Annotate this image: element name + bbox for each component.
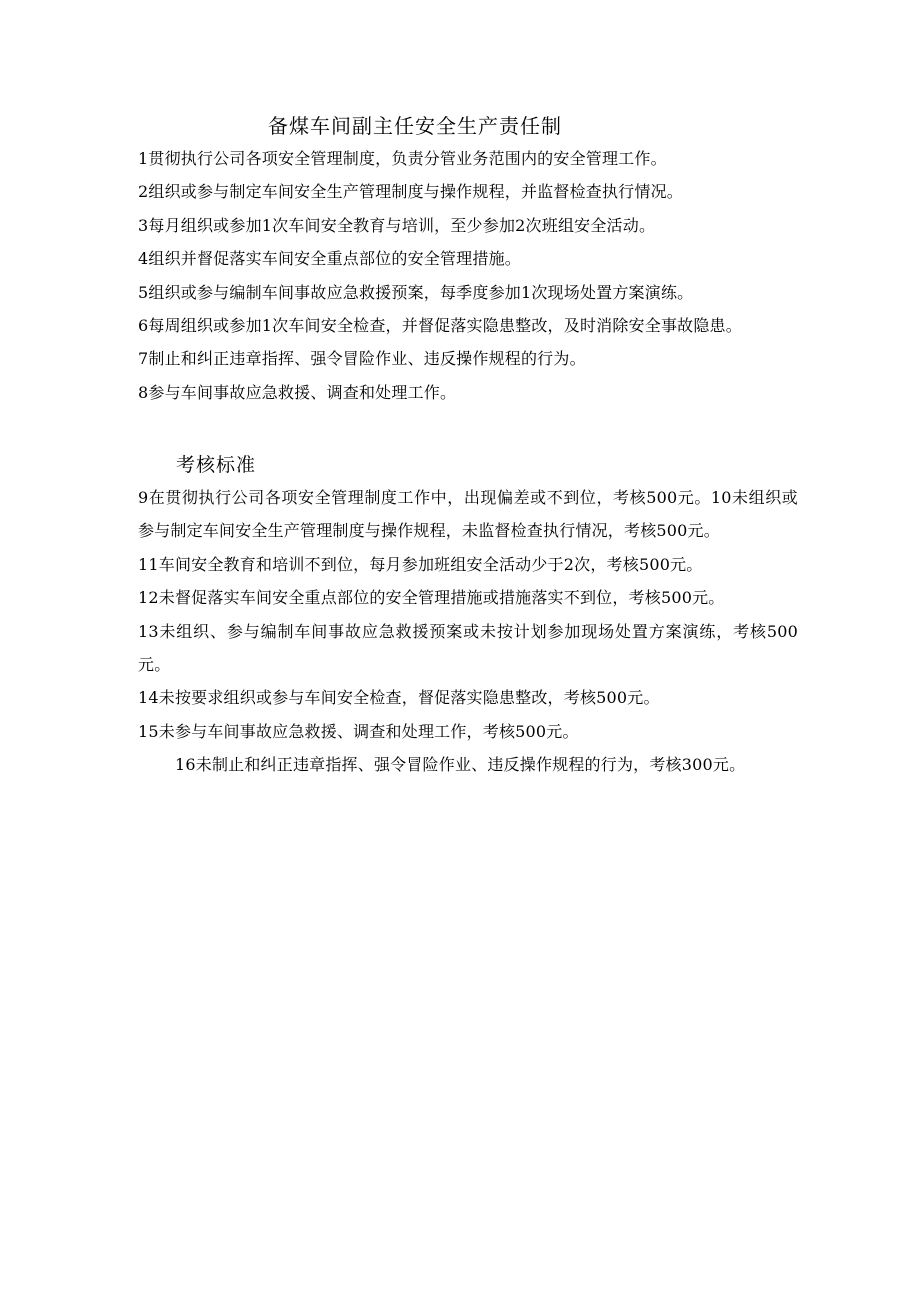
assessment-list (138, 481, 798, 782)
duty-item: 4组织并督促落实车间安全重点部位的安全管理措施。 (138, 249, 521, 269)
duties-list (138, 142, 798, 409)
assessment-item: 15未参与车间事故应急救援、调查和处理工作，考核500元。 (138, 721, 579, 741)
duty-item: 7制止和纠正违章指挥、强令冒险作业、违反操作规程的行为。 (138, 349, 586, 369)
assessment-item: 16未制止和纠正违章指挥、强令冒险作业、违反操作规程的行为，考核300元。 (175, 755, 746, 775)
duty-item: 3每月组织或参加1次车间安全教育与培训，至少参加2次班组安全活动。 (138, 215, 656, 235)
assessment-item: 12未督促落实车间安全重点部位的安全管理措施或措施落实不到位，考核500元。 (138, 588, 725, 608)
duty-item: 5组织或参与编制车间事故应急救援预案，每季度参加1次现场处置方案演练。 (138, 282, 694, 302)
assessment-item: 11车间安全教育和培训不到位，每月参加班组安全活动少于2次，考核500元。 (138, 554, 703, 574)
assessment-item: 13未组织、参与编制车间事故应急救援预案或未按计划参加现场处置方案演练，考核500元。 (138, 621, 798, 675)
duty-item: 2组织或参与制定车间安全生产管理制度与操作规程，并监督检查执行情况。 (138, 182, 683, 202)
duty-item: 1贯彻执行公司各项安全管理制度，负责分管业务范围内的安全管理工作。 (138, 149, 667, 168)
document-title: 备煤车间副主任安全生产责任制 (268, 114, 562, 138)
assessment-heading: 考核标准 (176, 454, 257, 476)
duty-item: 6每周组织或参加1次车间安全检查，并督促落实隐患整改，及时消除安全事故隐患。 (138, 316, 742, 336)
duty-item: 8参与车间事故应急救援、调查和处理工作。 (138, 382, 457, 402)
assessment-item: 9在贯彻执行公司各项安全管理制度工作中，出现偏差或不到位，考核500元。10未组织或参与制定车间安全生产管理制度与操作规程，未监督检查执行情况，考核500元。 (138, 488, 798, 541)
assessment-item: 14未按要求组织或参与车间安全检查，督促落实隐患整改，考核500元。 (138, 688, 660, 708)
